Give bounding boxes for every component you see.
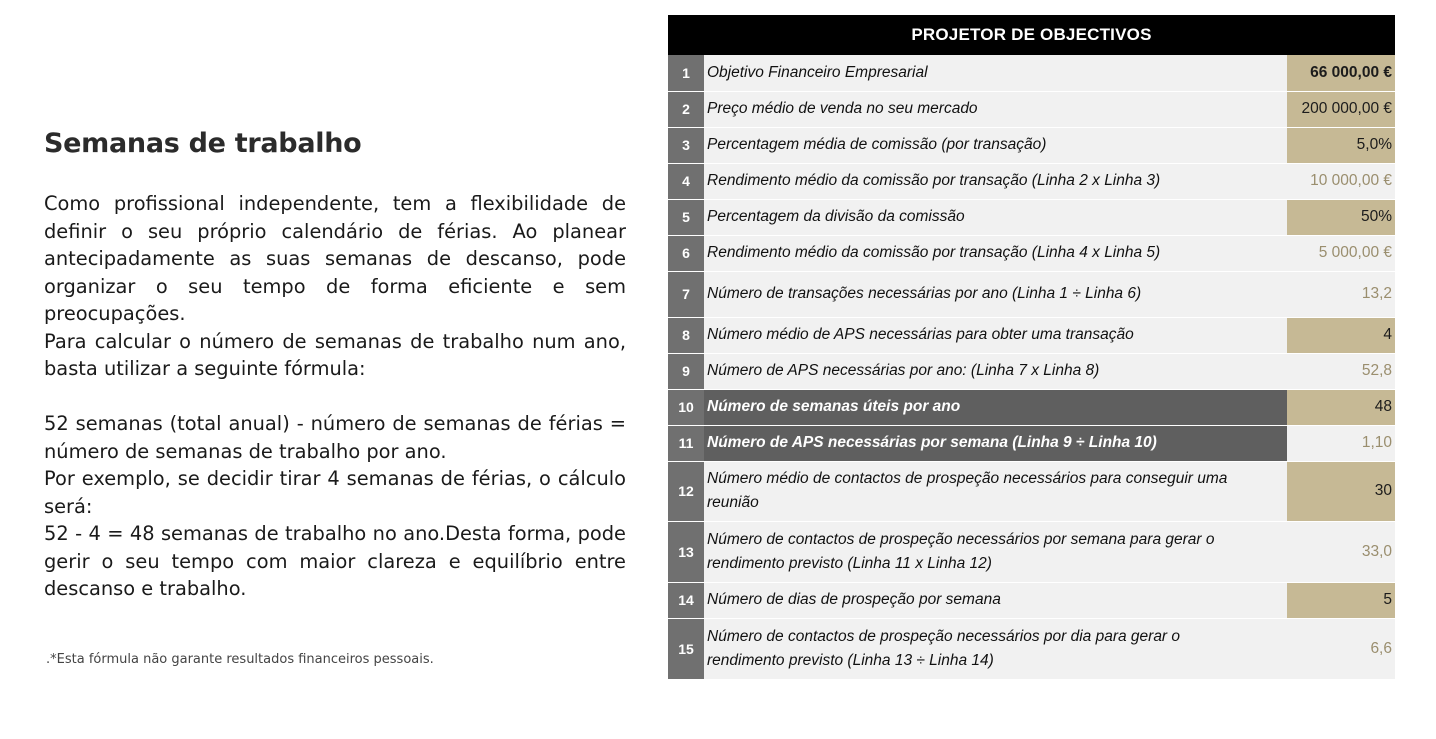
paragraph-formula: 52 semanas (total anual) - número de semanas de férias = número de semanas de trabalho por ano. <box>44 412 626 463</box>
objectives-grid <box>668 55 1395 680</box>
table-row <box>668 271 1395 317</box>
row-label: Número de contactos de prospeção necessários por dia para gerar o rendimento previsto (Linha 13 ÷ Linha 14) <box>704 618 1287 679</box>
row-value: 66 000,00 € <box>1287 55 1395 91</box>
row-label: Número de semanas úteis por ano <box>704 389 1287 425</box>
table-row <box>668 389 1395 425</box>
row-number: 7 <box>668 271 704 317</box>
table-row <box>668 199 1395 235</box>
row-value: 5 000,00 € <box>1287 235 1395 271</box>
text-section <box>44 128 626 603</box>
row-label: Número de APS necessárias por semana (Linha 9 ÷ Linha 10) <box>704 425 1287 461</box>
row-value: 1,10 <box>1287 425 1395 461</box>
row-label: Número de APS necessárias por ano: (Linha 7 x Linha 8) <box>704 353 1287 389</box>
row-value: 33,0 <box>1287 521 1395 582</box>
row-label: Número de dias de prospeção por semana <box>704 582 1287 618</box>
row-value: 13,2 <box>1287 271 1395 317</box>
row-number: 4 <box>668 163 704 199</box>
paragraph-formula-intro: Para calcular o número de semanas de trabalho num ano, basta utilizar a seguinte fórmula: <box>44 329 626 380</box>
row-label: Preço médio de venda no seu mercado <box>704 91 1287 127</box>
table-row <box>668 55 1395 91</box>
table-row <box>668 353 1395 389</box>
row-value: 30 <box>1287 461 1395 521</box>
row-value: 50% <box>1287 199 1395 235</box>
row-number: 14 <box>668 582 704 618</box>
row-label: Percentagem média de comissão (por transação) <box>704 127 1287 163</box>
row-label: Rendimento médio da comissão por transação (Linha 4 x Linha 5) <box>704 235 1287 271</box>
row-number: 2 <box>668 91 704 127</box>
row-number: 3 <box>668 127 704 163</box>
row-value: 4 <box>1287 317 1395 353</box>
row-number: 11 <box>668 425 704 461</box>
row-value: 5 <box>1287 582 1395 618</box>
table-row <box>668 235 1395 271</box>
row-label: Número de contactos de prospeção necessários por semana para gerar o rendimento previsto (Linha 11 x Linha 12) <box>704 521 1287 582</box>
row-number: 1 <box>668 55 704 91</box>
row-label: Número médio de contactos de prospeção necessários para conseguir uma reunião <box>704 461 1287 521</box>
row-label: Percentagem da divisão da comissão <box>704 199 1287 235</box>
paragraph-result: 52 - 4 = 48 semanas de trabalho no ano.Desta forma, pode gerir o seu tempo com maior clareza e equilíbrio entre descanso e trabalho. <box>44 522 626 600</box>
row-value: 48 <box>1287 389 1395 425</box>
row-value: 200 000,00 € <box>1287 91 1395 127</box>
table-row <box>668 317 1395 353</box>
row-number: 5 <box>668 199 704 235</box>
row-label: Número de transações necessárias por ano (Linha 1 ÷ Linha 6) <box>704 271 1287 317</box>
table-row <box>668 163 1395 199</box>
row-number: 10 <box>668 389 704 425</box>
row-number: 13 <box>668 521 704 582</box>
row-number: 6 <box>668 235 704 271</box>
table-row <box>668 582 1395 618</box>
row-value: 5,0% <box>1287 127 1395 163</box>
table-row <box>668 618 1395 679</box>
row-number: 15 <box>668 618 704 679</box>
paragraph-example: Por exemplo, se decidir tirar 4 semanas de férias, o cálculo será: <box>44 467 626 518</box>
row-label: Número médio de APS necessárias para obter uma transação <box>704 317 1287 353</box>
objectives-table <box>668 15 1395 680</box>
section-heading: Semanas de trabalho <box>44 128 362 159</box>
row-number: 12 <box>668 461 704 521</box>
table-row <box>668 91 1395 127</box>
row-number: 9 <box>668 353 704 389</box>
row-label: Rendimento médio da comissão por transação (Linha 2 x Linha 3) <box>704 163 1287 199</box>
body-text <box>44 190 626 603</box>
row-value: 6,6 <box>1287 618 1395 679</box>
row-value: 10 000,00 € <box>1287 163 1395 199</box>
table-row <box>668 461 1395 521</box>
row-number: 8 <box>668 317 704 353</box>
paragraph-intro: Como profissional independente, tem a flexibilidade de definir o seu próprio calendário de férias. Ao planear antecipadamente as suas semanas de descanso, pode organizar o seu tempo de forma eficiente e sem preocupações. <box>44 192 626 325</box>
table-row <box>668 127 1395 163</box>
table-row <box>668 521 1395 582</box>
table-row <box>668 425 1395 461</box>
footnote: .*Esta fórmula não garante resultados financeiros pessoais. <box>46 652 434 667</box>
table-title: PROJETOR DE OBJECTIVOS <box>668 15 1395 55</box>
row-value: 52,8 <box>1287 353 1395 389</box>
row-label: Objetivo Financeiro Empresarial <box>704 55 1287 91</box>
